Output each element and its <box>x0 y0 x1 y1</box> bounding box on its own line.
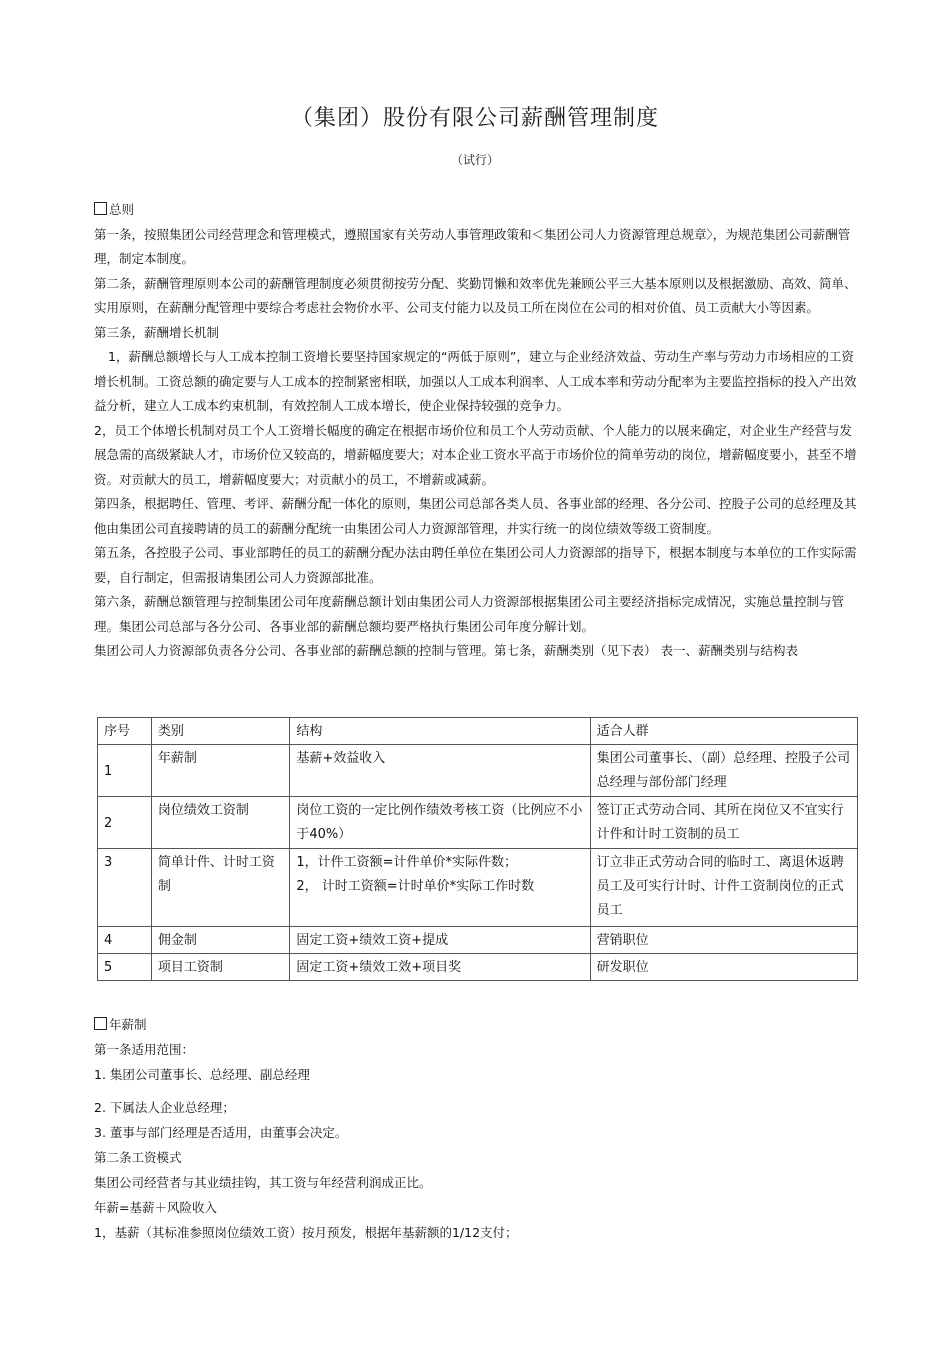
article-3-item-2: 2，员工个体增长机制对员工个人工资增长幅度的确定在根据市场价位和员工个人劳动贡献、个人能力的以展来确定，对企业生产经营与发展急需的高级紧缺人才，市场价位又较高的，增薪幅度要大；对本企业工资水平高于市场价位的简单劳动的岗位，增薪幅度要小，甚至不增资。对贡献大的员工，增薪幅度要大；对贡献小的员工，不增薪或减薪。 <box>94 422 857 487</box>
table-cell-no: 4 <box>98 927 152 954</box>
annual-line: 集团公司经营者与其业绩挂钩，其工资与年经营利润成正比。 <box>94 1175 432 1190</box>
article-1: 第一条，按照集团公司经营理念和管理模式，遵照国家有关劳动人事管理政策和＜集团公司人力资源管理总规章〉，为规范集团公司薪酬管理，制定本制度。 <box>94 226 851 266</box>
table-cell-group: 订立非正式劳动合同的临时工、离退休返聘员工及可实行计时、计件工资制岗位的正式员工 <box>590 849 857 927</box>
checkbox-icon <box>94 1017 107 1030</box>
table-cell-structure: 岗位工资的一定比例作绩效考核工资（比例应不小于40%） <box>290 797 590 849</box>
table-cell-no: 5 <box>98 954 152 981</box>
table-header-cell: 结构 <box>290 718 590 745</box>
table-cell-type: 项目工资制 <box>151 954 289 981</box>
table-cell-structure: 固定工资+绩效工效+项目奖 <box>290 954 590 981</box>
table-cell-no: 1 <box>98 745 152 797</box>
table-row <box>98 745 858 797</box>
annual-line: 2. 下属法人企业总经理； <box>94 1100 235 1115</box>
section-heading-annual: 年薪制 <box>94 1012 864 1037</box>
annual-line: 年薪=基薪＋风险收入 <box>94 1200 217 1215</box>
table-row <box>98 849 858 927</box>
section-annual-salary <box>94 1012 864 1245</box>
annual-line: 第二条工资模式 <box>94 1150 182 1165</box>
table-cell-no: 3 <box>98 849 152 927</box>
section-general <box>94 198 864 664</box>
table-header-cell: 类别 <box>151 718 289 745</box>
salary-structure-table <box>97 717 858 981</box>
article-5: 第五条，各控股子公司、事业部聘任的员工的薪酬分配办法由聘任单位在集团公司人力资源部的指导下，根据本制度与本单位的工作实际需要，自行制定，但需报请集团公司人力资源部批准。 <box>94 545 857 585</box>
table-row <box>98 954 858 981</box>
annual-line: 第一条适用范围： <box>94 1042 195 1057</box>
table-cell-type: 年薪制 <box>151 745 289 797</box>
annual-line: 1，基薪（其标准参照岗位绩效工资）按月预发，根据年基薪额的1/12支付； <box>94 1225 518 1240</box>
table-header-cell: 适合人群 <box>590 718 857 745</box>
table-cell-type: 岗位绩效工资制 <box>151 797 289 849</box>
document-subtitle: （试行） <box>450 153 499 167</box>
checkbox-icon <box>94 202 107 215</box>
table-row <box>98 927 858 954</box>
table-cell-group: 营销职位 <box>590 927 857 954</box>
table-cell-type: 佣金制 <box>151 927 289 954</box>
article-2: 第二条，薪酬管理原则本公司的薪酬管理制度必须贯彻按劳分配、奖勤罚懒和效率优先兼顾公平三大基本原则以及根据激励、高效、简单、实用原则，在薪酬分配管理中要综合考虑社会物价水平、公司支付能力以及员工所在岗位在公司的相对价值、员工贡献大小等因素。 <box>94 275 857 315</box>
table-cell-type: 简单计件、计时工资制 <box>151 849 289 927</box>
annual-line: 1. 集团公司董事长、总经理、副总经理 <box>94 1067 310 1082</box>
article-6: 第六条，薪酬总额管理与控制集团公司年度薪酬总额计划由集团公司人力资源部根据集团公司主要经济指标完成情况，实施总量控制与管理。集团公司总部与各分公司、各事业部的薪酬总额均要严格执行集团公司年度分解计划。 <box>94 594 845 634</box>
document-title: （集团）股份有限公司薪酬管理制度 <box>290 106 659 131</box>
table-cell-structure: 固定工资+绩效工资+提成 <box>290 927 590 954</box>
table-cell-no: 2 <box>98 797 152 849</box>
table-cell-structure: 基薪+效益收入 <box>290 745 590 797</box>
table-header-row <box>98 718 858 745</box>
table-header-cell: 序号 <box>98 718 152 745</box>
structure-line: 1，计件工资额=计件单价*实际件数； <box>296 855 518 870</box>
article-3-item-1: 1，薪酬总额增长与人工成本控制工资增长要坚持国家规定的“两低于原则”，建立与企业经济效益、劳动生产率与劳动力市场相应的工资增长机制。工资总额的确定要与人工成本的控制紧密相联，加强以人工成本利润率、人工成本率和劳动分配率为主要监控指标的投入产出效益分析，建立人工成本约束机制，有效控制人工成本增长，使企业保持较强的竞争力。 <box>94 349 857 413</box>
section-heading-general: 总则 <box>94 198 864 223</box>
table-row <box>98 797 858 849</box>
table-cell-structure <box>290 849 590 927</box>
table-cell-group: 集团公司董事长、（副）总经理、控股子公司总经理与部份部门经理 <box>590 745 857 797</box>
table-cell-group: 签订正式劳动合同、其所在岗位又不宜实行计件和计时工资制的员工 <box>590 797 857 849</box>
article-7-intro: 集团公司人力资源部负责各分公司、各事业部的薪酬总额的控制与管理。第七条，薪酬类别（见下表） 表一、薪酬类别与结构表 <box>94 643 798 658</box>
article-3: 第三条，薪酬增长机制 <box>94 324 220 340</box>
structure-line: 2， 计时工资额=计时单价*实际工作时数 <box>296 879 535 894</box>
table-cell-group: 研发职位 <box>590 954 857 981</box>
article-4: 第四条，根据聘任、管理、考评、薪酬分配一体化的原则，集团公司总部各类人员、各事业部的经理、各分公司、控股子公司的总经理及其他由集团公司直接聘请的员工的薪酬分配统一由集团公司人力资源部管理，并实行统一的岗位绩效等级工资制度。 <box>94 496 857 536</box>
annual-line: 3. 董事与部门经理是否适用，由董事会决定。 <box>94 1125 348 1140</box>
